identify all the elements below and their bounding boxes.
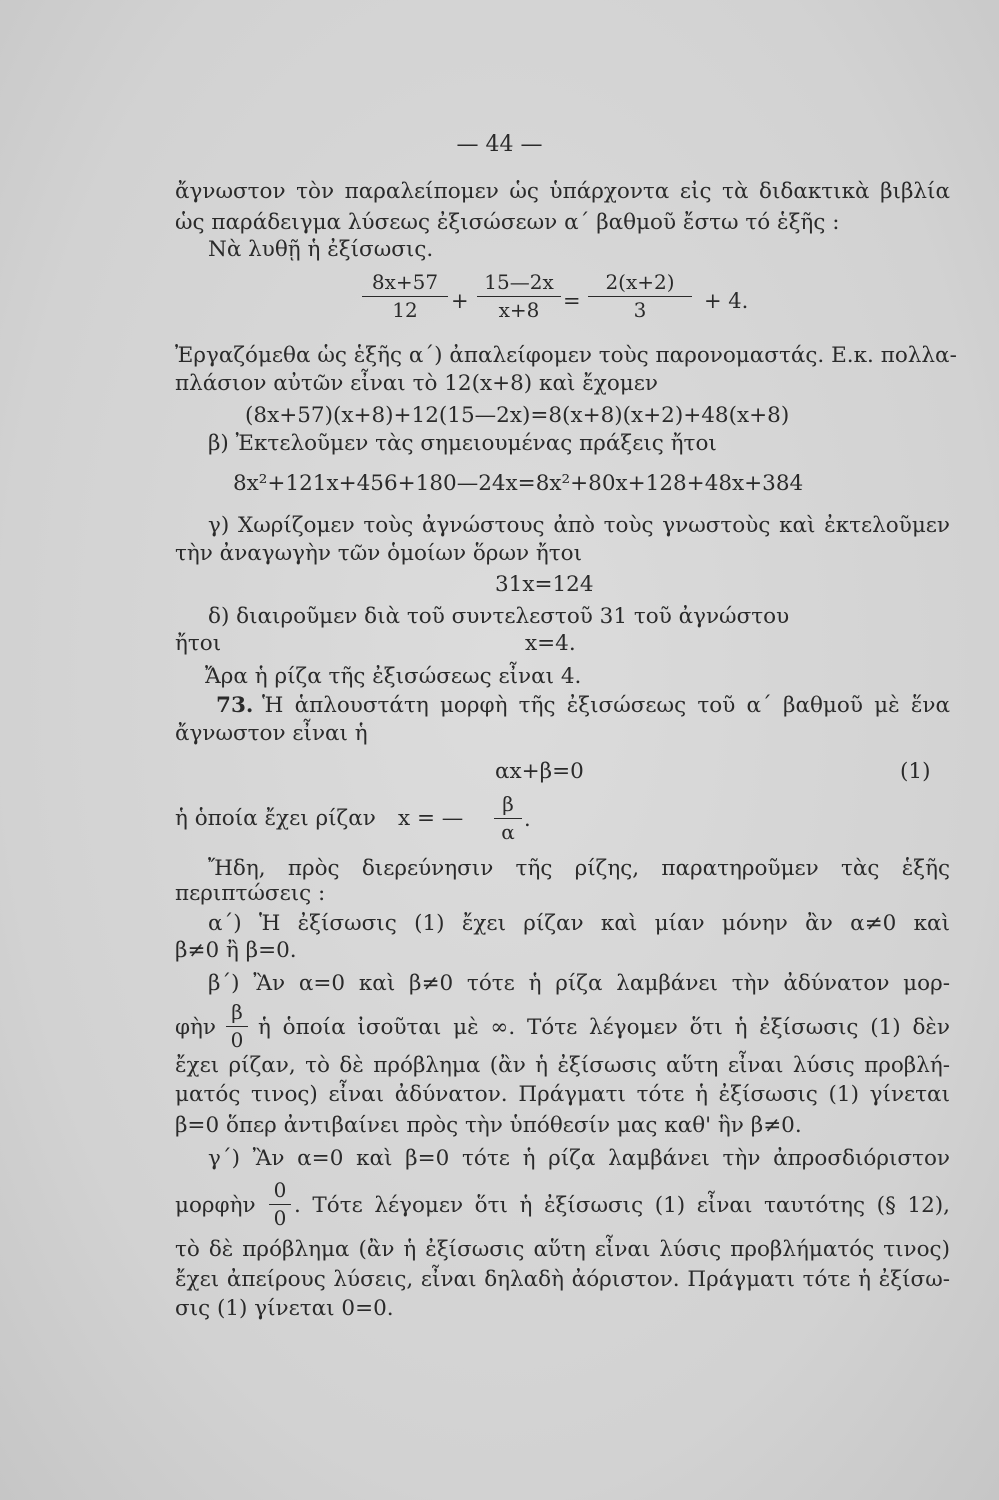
fraction-bar xyxy=(477,296,561,297)
fraction xyxy=(269,1178,291,1230)
text-line: ἡ ὁποία ἰσοῦται μὲ ∞. Τότε λέγομεν ὅτι ἡ ἐξίσωσις (1) δὲν xyxy=(258,1015,950,1040)
section-number xyxy=(216,692,256,720)
operator: = xyxy=(563,289,581,313)
fraction xyxy=(226,1000,248,1052)
text-line: β≠0 ἢ β=0. xyxy=(175,938,297,963)
text-line: β) Ἐκτελοῦμεν τὰς σημειουμένας πράξεις ἤτοι xyxy=(208,431,717,456)
fraction-denominator: 12 xyxy=(392,298,418,322)
text-line: τὸ δὲ πρόβλημα (ἂν ἡ ἐξίσωσις αὕτη εἶναι λύσις προβλήματός τινος) xyxy=(175,1237,950,1262)
text-line: . Τότε λέγομεν ὅτι ἡ ἐξίσωσις (1) εἶναι ταυτότης (§ 12), xyxy=(294,1193,950,1218)
text-line: τὴν ἀναγωγὴν τῶν ὁμοίων ὅρων ἤτοι xyxy=(175,541,583,566)
text-line: ἤτοι xyxy=(175,631,222,656)
text-line: σις (1) γίνεται 0=0. xyxy=(175,1296,394,1321)
fraction-bar xyxy=(226,1026,248,1027)
fraction-numerator: 8x+57 xyxy=(371,270,439,294)
period: . xyxy=(524,807,531,831)
text-line: γ΄) Ἂν α=0 καὶ β=0 τότε ἡ ρίζα λαμβάνει τὴν ἀπροσδιόριστον xyxy=(208,1146,950,1171)
fraction-numerator: 0 xyxy=(273,1178,287,1202)
text-line: γ) Χωρίζομεν τοὺς ἀγνώστους ἀπὸ τοὺς γνωστοὺς καὶ ἐκτελοῦμεν xyxy=(208,513,950,538)
fraction-denominator: x+8 xyxy=(498,298,540,322)
text-line: ἡ ὁποία ἔχει ρίζαν xyxy=(175,806,376,831)
equation-line: αx+β=0 xyxy=(495,759,584,784)
operator: + xyxy=(451,289,469,313)
fraction-numerator: 15—2x xyxy=(484,270,554,294)
text-line: β΄) Ἂν α=0 καὶ β≠0 τότε ἡ ρίζα λαμβάνει τὴν ἀδύνατον μορ- xyxy=(208,971,950,996)
text-line: β=0 ὅπερ ἀντιβαίνει πρὸς τὴν ὑπόθεσίν μας καθ' ἣν β≠0. xyxy=(175,1113,802,1138)
fraction-bar xyxy=(362,296,448,297)
text-line: ἄγνωστον τὸν παραλείπομεν ὡς ὑπάρχοντα εἰς τὰ διδακτικὰ βιβλία xyxy=(175,179,950,204)
text-line: ὡς παράδειγμα λύσεως ἐξισώσεων α΄ βαθμοῦ ἔστω τό ἑξῆς : xyxy=(175,210,840,235)
equation-line: 31x=124 xyxy=(495,572,594,597)
fraction xyxy=(362,270,448,322)
fraction-numerator: β xyxy=(231,1000,243,1024)
fraction-bar xyxy=(588,296,692,297)
text-line: Ἡ ἁπλουστάτη μορφὴ τῆς ἐξισώσεως τοῦ α΄ βαθμοῦ μὲ ἕνα xyxy=(262,693,950,718)
text-line: ἄγνωστον εἶναι ἡ xyxy=(175,721,368,746)
fraction xyxy=(494,792,522,844)
text-line: ἔχει ρίζαν, τὸ δὲ πρόβλημα (ἂν ἡ ἐξίσωσις αὕτη εἶναι λύσις προβλή- xyxy=(175,1053,950,1078)
text-line: φὴν xyxy=(175,1015,217,1040)
fraction-numerator: β xyxy=(502,792,514,816)
text-line: δ) διαιροῦμεν διὰ τοῦ συντελεστοῦ 31 τοῦ ἀγνώστου xyxy=(208,604,790,629)
fraction-denominator: α xyxy=(501,820,515,844)
fraction-denominator: 0 xyxy=(273,1206,287,1230)
text-line: ἔχει ἀπείρους λύσεις, εἶναι δηλαδὴ ἀόριστον. Πράγματι τότε ἡ ἐξίσω- xyxy=(175,1267,950,1292)
fraction-numerator: 2(x+2) xyxy=(605,270,675,294)
text-line: Νὰ λυθῇ ἡ ἐξίσωσις. xyxy=(208,237,434,262)
equation-line: 8x²+121x+456+180—24x=8x²+80x+128+48x+384 xyxy=(233,471,804,496)
text-line: α΄) Ἡ ἐξίσωσις (1) ἔχει ρίζαν καὶ μίαν μόνην ἂν α≠0 καὶ xyxy=(208,911,950,936)
fraction-bar xyxy=(494,818,522,819)
fraction xyxy=(588,270,692,322)
equation-tail: + 4. xyxy=(704,289,749,313)
fraction xyxy=(477,270,561,322)
equation-line: (8x+57)(x+8)+12(15—2x)=8(x+8)(x+2)+48(x+8) xyxy=(245,403,790,428)
text-line: Ἐργαζόμεθα ὡς ἑξῆς α΄) ἀπαλείφομεν τοὺς παρονομαστάς. Ε.κ. πολλα- xyxy=(175,343,957,368)
equation-line: x=4. xyxy=(525,631,576,656)
text-line: πλάσιον αὐτῶν εἶναι τὸ 12(x+8) καὶ ἔχομεν xyxy=(175,371,658,396)
text-line: Ἤδη, πρὸς διερεύνησιν τῆς ρίζης, παρατηροῦμεν τὰς ἑξῆς xyxy=(208,856,950,881)
page-number: — 44 — xyxy=(456,132,543,157)
section-number-text: 73. xyxy=(216,693,254,718)
text-line: περιπτώσεις : xyxy=(175,881,326,906)
text-line: ματός τινος) εἶναι ἀδύνατον. Πράγματι τότε ἡ ἐξίσωσις (1) γίνεται xyxy=(175,1082,950,1107)
text-line: Ἄρα ἡ ρίζα τῆς ἐξισώσεως εἶναι 4. xyxy=(205,664,582,689)
fraction-bar xyxy=(269,1204,291,1205)
fraction-denominator: 0 xyxy=(230,1028,244,1052)
equation-tag: (1) xyxy=(900,759,931,784)
text-line: μορφὴν xyxy=(175,1193,256,1218)
equation-line: x = — xyxy=(398,806,464,831)
fraction-denominator: 3 xyxy=(633,298,647,322)
